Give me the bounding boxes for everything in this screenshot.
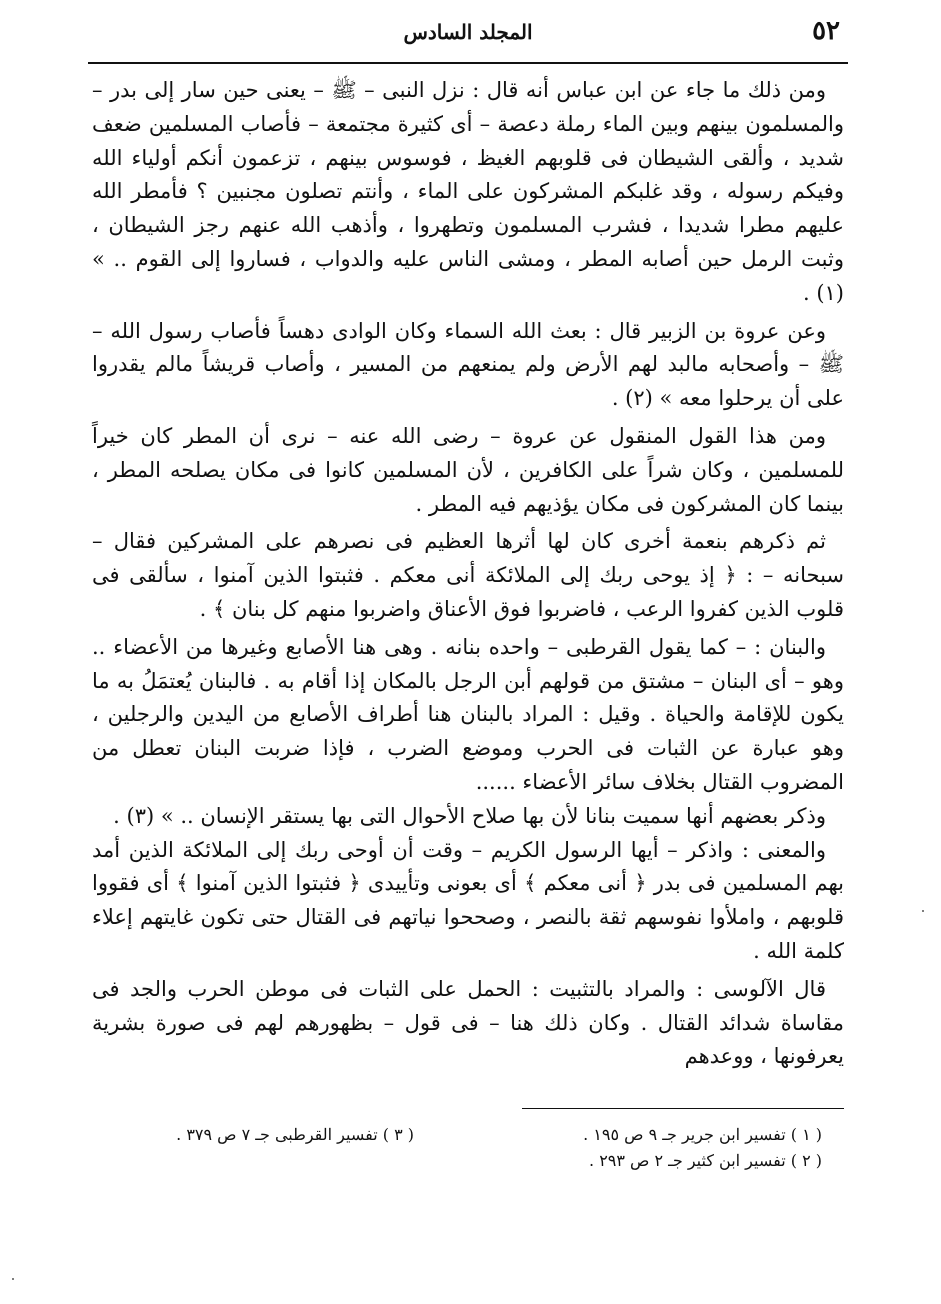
scan-speck [12, 1278, 14, 1280]
paragraph: ثم ذكرهم بنعمة أخرى كان لها أثرها العظيم فى نصرهم على المشركين فقال – سبحانه – : ﴿ إذ يوحى ربك إلى الملائكة أنى معكم . فثبتوا الذين آمنوا ، سألقى فى قلوب الذين كفروا الرعب ، فاضربوا فوق الأعناق واضربوا منهم كل بنان ﴾ . [92, 529, 844, 621]
paragraph: قال الآلوسى : والمراد بالتثبيت : الحمل على الثبات فى موطن الحرب والجد فى مقاساة شدائد القتال . وكان ذلك هنا – فى قول – بظهورهم لهم فى صورة بشرية يعرفونها ، ووعدهم [92, 976, 845, 1069]
page-header [88, 14, 848, 58]
footnote-divider [522, 1108, 844, 1109]
paragraph: وعن عروة بن الزبير قال : بعث الله السماء وكان الوادى دهساً فأصاب رسول الله – ﷺ – وأصحابه مالبد لهم الأرض ولم يمنعهم من المسير ، وأصاب قريشاً مالم يقدروا على أن يرحلوا معه » (٢) . [92, 318, 844, 411]
paragraph: ومن ذلك ما جاء عن ابن عباس أنه قال : نزل النبى – ﷺ – يعنى حين سار إلى بدر – والمسلمون بينهم وبين الماء رملة دعصة – أى كثيرة مجتمعة – فأصاب المسلمين ضعف شديد ، وألقى الشيطان فى قلوبهم الغيظ ، فوسوس بينهم ، تزعمون أنكم أولياء الله وفيكم رسوله ، وقد غلبكم المشركون على الماء ، وأنتم تصلون مجنبين ؟ فأمطر الله عليهم مطرا شديدا ، فشرب المسلمون وتطهروا ، وأذهب الله عنهم رجز الشيطان ، وثبت الرمل حين أصابه المطر ، ومشى الناس عليه والدواب ، فساروا إلى القوم .. » (١) . [92, 78, 844, 305]
paragraph: والبنان : – كما يقول القرطبى – واحده بنانه . وهى هنا الأصابع وغيرها من الأعضاء .. وهو – أى البنان – مشتق من قولهم أبن الرجل بالمكان إذا أقام به . فالبنان يُعتمَلُ به ما يكون للإقامة والحياة . وقيل : المراد بالبنان هنا أطراف الأصابع من اليدين والرجلين ، وهو عبارة عن الثبات فى الحرب وموضع الضرب ، فإذا ضربت البنان تعطل من المضروب القتال بخلاف سائر الأعضاء ...... [92, 634, 844, 794]
paragraph: ومن هذا القول المنقول عن عروة – رضى الله عنه – نرى أن المطر كان خيراً للمسلمين ، وكان شراً على الكافرين ، لأن المسلمين كانوا فى مكان يصلحه المطر ، بينما كان المشركون فى مكان يؤذيهم فيه المطر . [92, 423, 844, 516]
footnote-3: ( ٣ ) تفسير القرطبى جـ ٧ ص ٣٧٩ . [176, 1125, 414, 1144]
footnote-2: ( ٢ ) تفسير ابن كثير جـ ٢ ص ٢٩٣ . [589, 1151, 822, 1170]
scan-speck [922, 910, 924, 912]
body-text [92, 74, 844, 1074]
paragraph: والمعنى : واذكر – أيها الرسول الكريم – وقت أن أوحى ربك إلى الملائكة الذين أمد بهم المسلمين فى بدر ﴿ أنى معكم ﴾ أى بعونى وتأييدى ﴿ فثبتوا الذين آمنوا ﴾ أى فقووا قلوبهم ، واملأوا نفوسهم ثقة بالنصر ، وصححوا نياتهم فى القتال حتى تكون غايتهم إعلاء كلمة الله . [92, 837, 844, 963]
footnote-column-right [492, 1122, 822, 1174]
running-title: المجلد السادس [403, 20, 533, 44]
paragraph: وذكر بعضهم أنها سميت بنانا لأن بها صلاح الأحوال التى بها يستقر الإنسان .. » (٣) . [113, 803, 826, 828]
footnote-1: ( ١ ) تفسير ابن جرير جـ ٩ ص ١٩٥ . [583, 1125, 822, 1144]
footnote-column-left [114, 1122, 414, 1148]
page-number: ٥٢ [812, 16, 840, 46]
header-divider [88, 62, 848, 64]
